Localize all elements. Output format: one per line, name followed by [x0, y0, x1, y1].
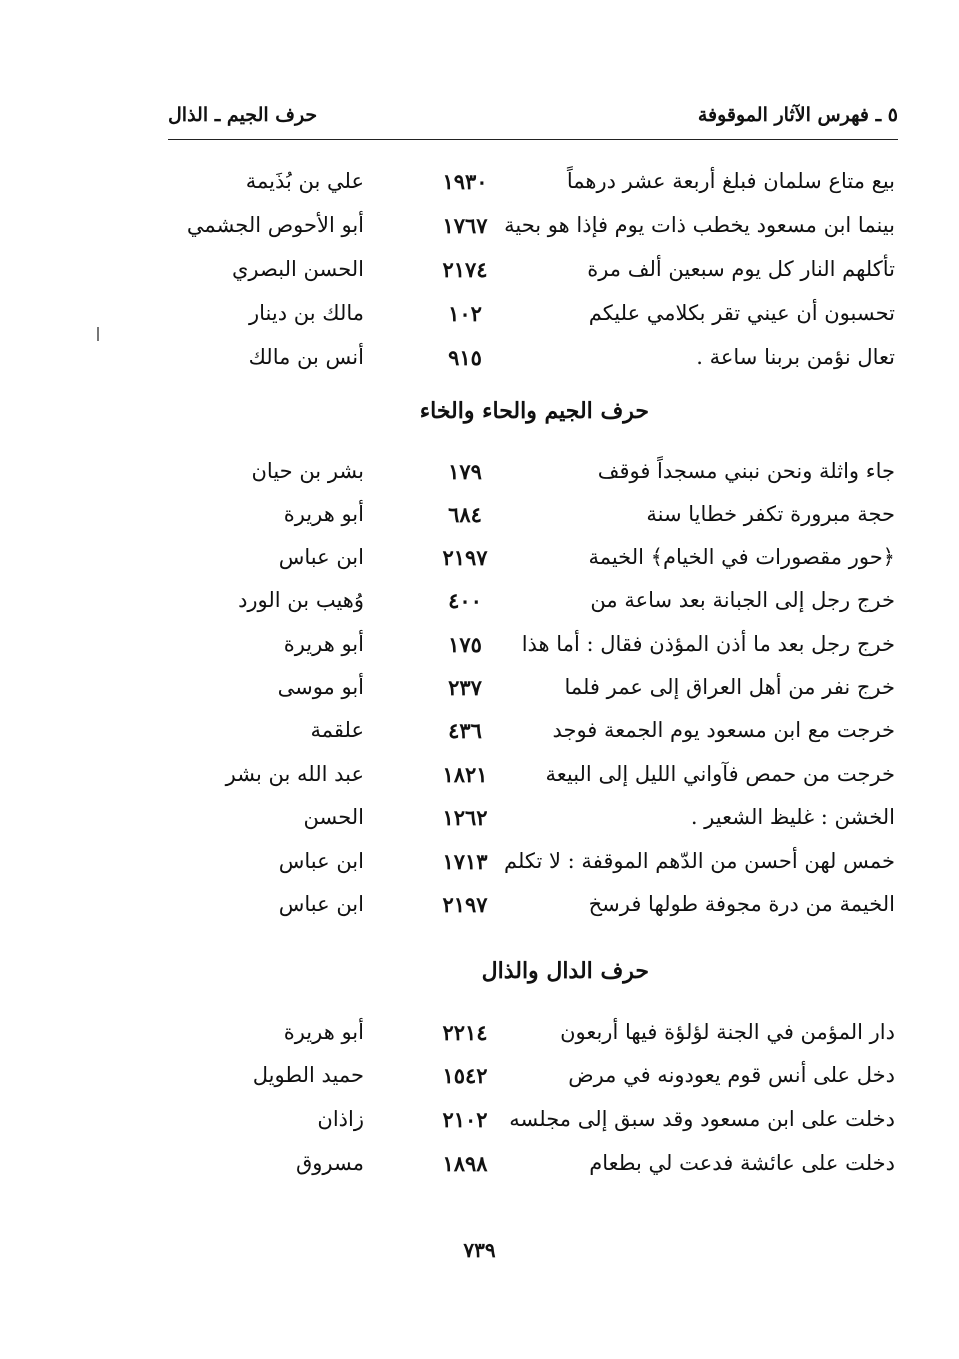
entry-narrator: أبو موسى — [277, 675, 364, 699]
entry-text: جاء واثلة ونحن نبني مسجداً فوقف — [597, 459, 895, 483]
entry-text: خمس لهن أحسن من الدّهم الموقفة : لا تكلم — [503, 849, 895, 873]
index-entry — [0, 1057, 959, 1097]
index-entry — [0, 843, 959, 883]
index-entry — [0, 712, 959, 752]
entry-text: بينما ابن مسعود يخطب ذات يوم فإذا هو بحية — [504, 213, 895, 237]
entry-number: ٢١٩٧ — [442, 892, 488, 917]
entry-narrator: ابن عباس — [278, 545, 364, 569]
index-entry — [0, 207, 959, 247]
entry-number: ١٧٦٧ — [442, 213, 488, 238]
index-entry — [0, 1101, 959, 1141]
entry-text: دار المؤمن في الجنة لؤلؤة فيها أربعون — [560, 1020, 895, 1044]
index-entry — [0, 669, 959, 709]
entry-text: تأكلهم النار كل يوم سبعين ألف مرة — [587, 257, 895, 281]
index-entry — [0, 496, 959, 536]
entry-narrator: زاذان — [317, 1107, 364, 1131]
entry-number: ١٠٢ — [448, 301, 482, 326]
entry-number: ٢٢١٤ — [442, 1020, 488, 1045]
page-number: ٧٣٩ — [463, 1238, 496, 1262]
entry-number: ١٧١٣ — [442, 849, 488, 874]
entry-narrator: علقمة — [310, 718, 364, 742]
index-entry — [0, 295, 959, 335]
entry-number: ٢١٧٤ — [442, 257, 488, 282]
entry-number: ٤٠٠ — [448, 588, 482, 613]
index-entry — [0, 756, 959, 796]
entry-text: دخلت على ابن مسعود وقد سبق إلى مجلسه — [509, 1107, 895, 1131]
header-rule — [168, 139, 898, 140]
entry-number: ٢٣٧ — [448, 675, 482, 700]
entry-text: بيع متاع سلمان فبلغ أربعة عشر درهماً — [566, 169, 895, 193]
index-entry — [0, 251, 959, 291]
entry-narrator: مالك بن دينار — [249, 301, 364, 325]
index-entry — [0, 799, 959, 839]
entry-narrator: علي بن بُذَيمة — [245, 169, 364, 193]
entry-text: الخيمة من درة مجوفة طولها فرسخ — [588, 892, 895, 916]
index-entry — [0, 163, 959, 203]
section-title: حرف الدال والذال — [481, 958, 649, 984]
entry-number: ١٧٩ — [448, 459, 482, 484]
entry-text: تعال نؤمن بربنا ساعة . — [696, 345, 895, 369]
entry-narrator: أبو هريرة — [283, 632, 364, 656]
index-entry — [0, 582, 959, 622]
entry-text: خرج نفر من أهل العراق إلى عمر فلما — [564, 675, 895, 699]
entry-narrator: ابن عباس — [278, 892, 364, 916]
entry-text: خرجت مع ابن مسعود يوم الجمعة فوجد — [552, 718, 895, 742]
entry-narrator: حميد الطويل — [252, 1063, 364, 1087]
entry-text: حجة مبرورة تكفر خطايا سنة — [646, 502, 895, 526]
entry-number: ١٥٤٢ — [442, 1063, 488, 1088]
entry-number: ٢١٩٧ — [442, 545, 488, 570]
entry-narrator: عبد الله بن بشر — [225, 762, 364, 786]
index-entry — [0, 453, 959, 493]
entry-text: الخشن : غليظ الشعير . — [690, 805, 895, 829]
entry-number: ١٧٥ — [448, 632, 482, 657]
entry-number: ١٩٣٠ — [442, 169, 488, 194]
entry-number: ٤٣٦ — [448, 718, 482, 743]
entry-number: ٩١٥ — [448, 345, 482, 370]
entry-number: ١٢٦٢ — [442, 805, 488, 830]
section-title: حرف الجيم والحاء والخاء — [419, 398, 649, 424]
entry-text: خرج رجل إلى الجبانة بعد ساعة من — [590, 588, 895, 612]
entry-narrator: أبو هريرة — [283, 502, 364, 526]
entry-text: دخل على أنس قوم يعودونه في مرض — [568, 1063, 895, 1087]
entry-text: ﴿حور مقصورات في الخيام﴾ الخيمة — [588, 545, 895, 569]
index-entry — [0, 1145, 959, 1185]
index-entry — [0, 539, 959, 579]
entry-text: دخلت على عائشة فدعت لي بطعام — [589, 1151, 895, 1175]
entry-narrator: مسروق — [295, 1151, 364, 1175]
entry-number: ٢١٠٢ — [442, 1107, 488, 1132]
index-entry — [0, 1014, 959, 1054]
index-entry — [0, 886, 959, 926]
entry-narrator: أنس بن مالك — [248, 345, 364, 369]
header-letter-range: حرف الجيم ـ الذال — [168, 104, 318, 126]
header-chapter-title: ٥ ـ فهرس الآثار الموقوفة — [697, 104, 898, 126]
entry-narrator: أبو هريرة — [283, 1020, 364, 1044]
entry-narrator: الحسن — [303, 805, 364, 829]
entry-text: خرجت من حمص فآواني الليل إلى البيعة — [545, 762, 895, 786]
entry-narrator: أبو الأحوص الجشمي — [186, 213, 364, 237]
index-entry — [0, 339, 959, 379]
entry-number: ١٨٢١ — [442, 762, 488, 787]
index-entry — [0, 626, 959, 666]
entry-narrator: ابن عباس — [278, 849, 364, 873]
entry-text: تحسبون أن عيني تقر بكلامي عليكم — [588, 301, 895, 325]
entry-narrator: الحسن البصري — [232, 257, 364, 281]
entry-number: ٦٨٤ — [448, 502, 482, 527]
running-header — [168, 98, 898, 138]
entry-narrator: بشر بن حيان — [251, 459, 364, 483]
entry-number: ١٨٩٨ — [442, 1151, 488, 1176]
entry-text: خرج رجل بعد ما أذن المؤذن فقال : أما هذا — [521, 632, 895, 656]
entry-narrator: وُهيب بن الورد — [238, 588, 364, 612]
